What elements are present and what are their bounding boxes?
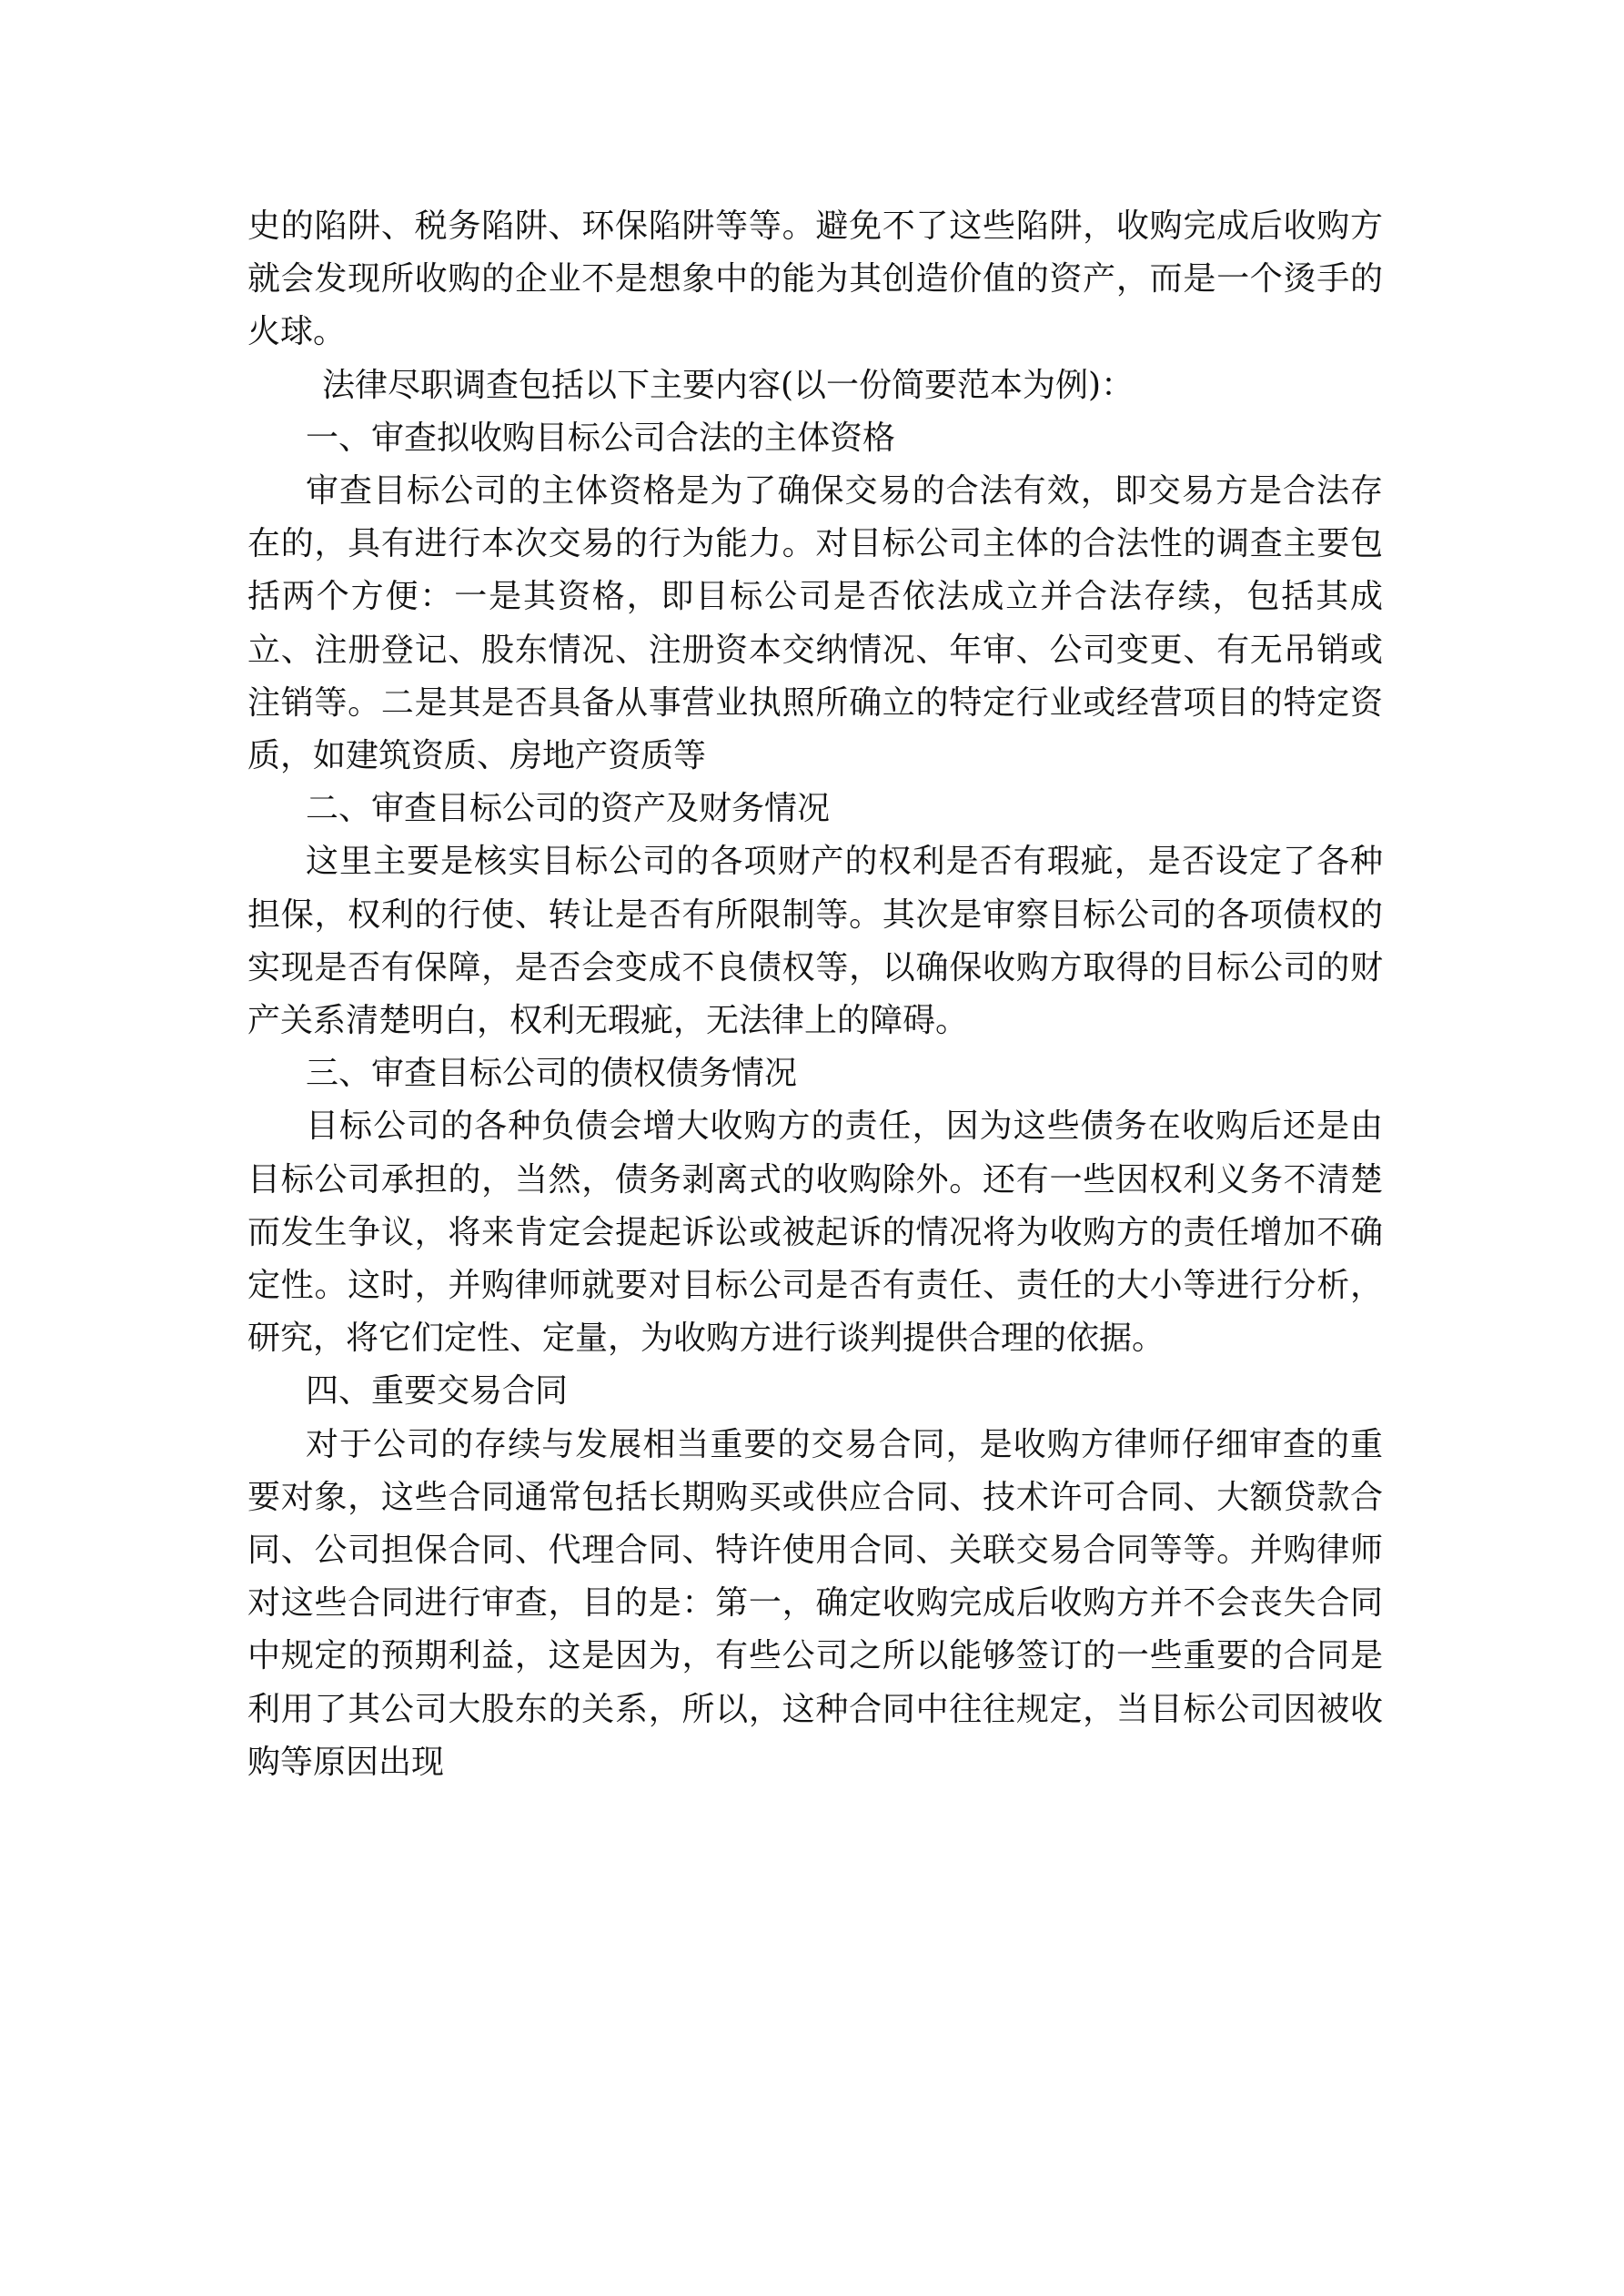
body-paragraph-intro: 法律尽职调查包括以下主要内容(以一份简要范本为例)： [322,366,1135,404]
section-heading-4: 四、重要交易合同 [306,1372,569,1411]
section-heading-2: 二、审查目标公司的资产及财务情况 [306,790,831,828]
body-paragraph-section-4: 对于公司的存续与发展相当重要的交易合同，是收购方律师仔细审查的重要对象，这些合同通常包括长期购买或供应合同、技术许可合同、大额贷款合同、公司担保合同、代理合同、特许使用合同、关联交易合同等等。并购律师对这些合同进行审查，目的是：第一，确定收购完成后收购方并不会丧失合同中规定的预期利益，这是因为，有些公司之所以能够签订的一些重要的合同是利用了其公司大股东的关系，所以，这种合同中往往规定，当目标公司因被收购等原因出现 [247,1425,1383,1781]
body-paragraph-section-1: 审查目标公司的主体资格是为了确保交易的合法有效，即交易方是合法存在的，具有进行本次交易的行为能力。对目标公司主体的合法性的调查主要包括两个方便：一是其资格，即目标公司是否依法成立并合法存续，包括其成立、注册登记、股东情况、注册资本交纳情况、年审、公司变更、有无吊销或注销等。二是其是否具备从事营业执照所确立的特定行业或经营项目的特定资质，如建筑资质、房地产资质等 [247,472,1383,775]
body-paragraph-continuation: 史的陷阱、税务陷阱、环保陷阱等等。避免不了这些陷阱，收购完成后收购方就会发现所收购的企业不是想象中的能为其创造价值的资产，而是一个烫手的火球。 [247,207,1383,351]
body-paragraph-section-2: 这里主要是核实目标公司的各项财产的权利是否有瑕疵，是否设定了各种担保，权利的行使、转让是否有所限制等。其次是审察目标公司的各项债权的实现是否有保障，是否会变成不良债权等，以确保收购方取得的目标公司的财产关系清楚明白，权利无瑕疵，无法律上的障碍。 [247,843,1383,1040]
body-paragraph-section-3: 目标公司的各种负债会增大收购方的责任，因为这些债务在收购后还是由目标公司承担的，当然，债务剥离式的收购除外。还有一些因权利义务不清楚而发生争议，将来肯定会提起诉讼或被起诉的情况将为收购方的责任增加不确定性。这时，并购律师就要对目标公司是否有责任、责任的大小等进行分析，研究，将它们定性、定量，为收购方进行谈判提供合理的依据。 [247,1108,1383,1358]
document-body [247,200,1383,1789]
section-heading-3: 三、审查目标公司的债权债务情况 [306,1055,798,1093]
section-heading-1: 一、审查拟收购目标公司合法的主体资格 [306,419,896,457]
